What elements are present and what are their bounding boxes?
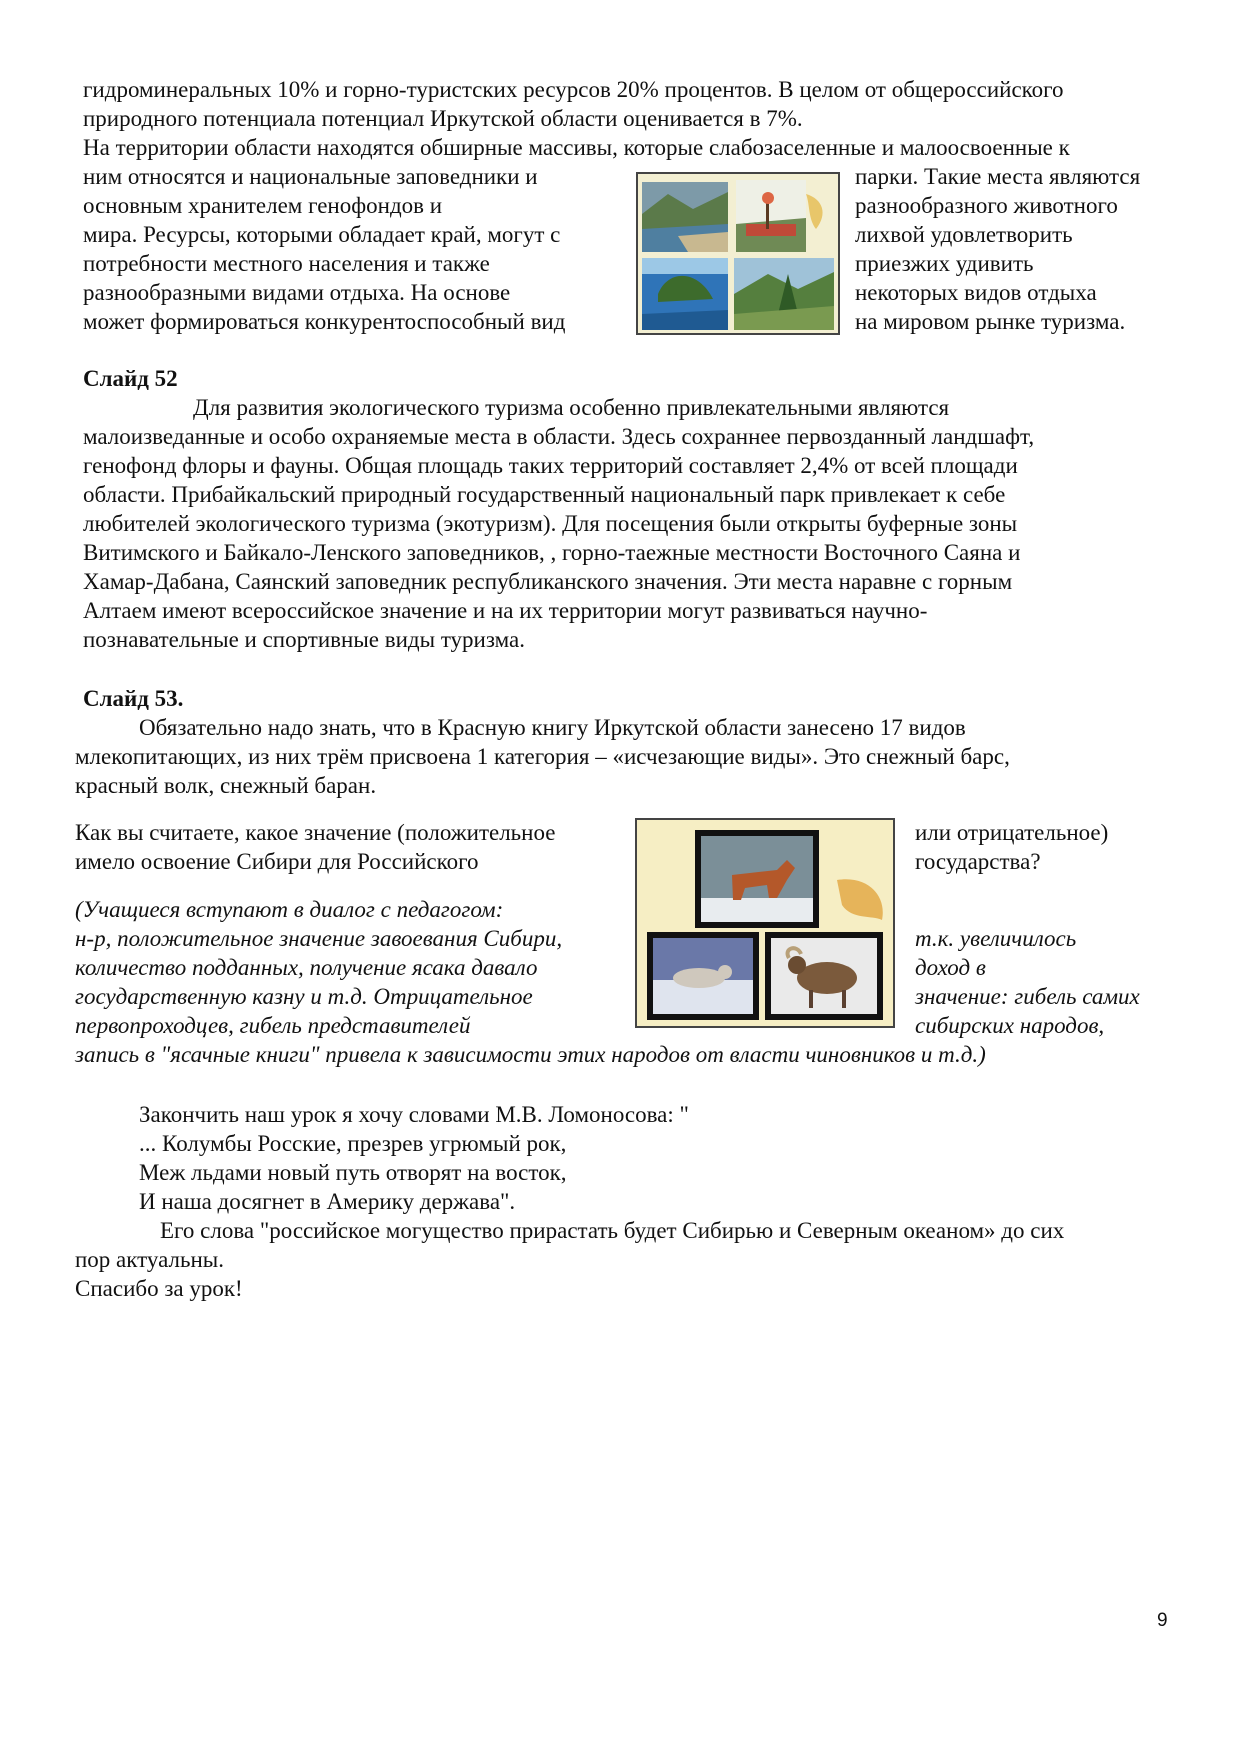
poem-line: ... Колумбы Росские, презрев угрюмый рок, [139,1131,567,1156]
dialogue-line: сибирских народов, [915,1013,1105,1038]
landscape-collage-art [638,174,838,333]
text-line: может формироваться конкурентоспособный вид [83,309,566,334]
text-line: или отрицательное) [915,820,1109,845]
text-line: Витимского и Байкало-Ленского заповедников, , горно-таежные местности Восточного Саяна и [83,540,1021,565]
text-line: гидроминеральных 10% и горно-туристских ресурсов 20% процентов. В целом от общероссийского [83,77,1064,102]
text-line: Алтаем имеют всероссийское значение и на их территории могут развиваться научно- [83,598,928,623]
poem-line: Меж льдами новый путь отворят на восток, [139,1160,567,1185]
text-line: на мировом рынке туризма. [855,309,1126,334]
text-line: приезжих удивить [855,251,1034,276]
text-line: генофонд флоры и фауны. Общая площадь таких территорий составляет 2,4% от всей площади [83,453,1018,478]
text-line: малоизведанные и особо охраняемые места в области. Здесь сохраннее первозданный ландшафт, [83,424,1035,449]
text-line: парки. Такие места являются [855,164,1141,189]
text-line: Для развития экологического туризма особенно привлекательными являются [193,395,950,420]
text-line: лихвой удовлетворить [855,222,1073,247]
text-line: млекопитающих, из них трём присвоена 1 категория – «исчезающие виды». Это снежный барс, [75,744,1010,769]
text-line: Обязательно надо знать, что в Красную книгу Иркутской области занесено 17 видов [139,715,966,740]
text-line: потребности местного населения и также [83,251,490,276]
dialogue-line: значение: гибель самих [915,984,1140,1009]
text-line: государства? [915,849,1041,874]
text-line: Хамар-Дабана, Саянский заповедник республиканского значения. Эти места наравне с горным [83,569,1013,594]
page-number: 9 [1157,1610,1168,1631]
dialogue-line: количество подданных, получение ясака давало [75,955,538,980]
dialogue-line: государственную казну и т.д. Отрицательное [75,984,533,1009]
slide-heading: Слайд 53. [83,686,184,711]
dialogue-line: (Учащиеся вступают в диалог с педагогом: [75,897,504,922]
text-line: некоторых видов отдыха [855,280,1097,305]
text-line: Спасибо за урок! [75,1276,243,1301]
poem-line: И наша досягнет в Америку держава". [139,1189,516,1214]
dialogue-line: т.к. увеличилось [915,926,1077,951]
text-line: ним относятся и национальные заповедники и [83,164,538,189]
text-line: красный волк, снежный баран. [75,773,377,798]
text-line: разнообразного животного [855,193,1118,218]
text-line: Закончить наш урок я хочу словами М.В. Ломоносова: " [139,1102,689,1127]
slide-heading: Слайд 52 [83,366,178,391]
text-line: разнообразными видами отдыха. На основе [83,280,511,305]
text-line: области. Прибайкальский природный государственный национальный парк привлекает к себе [83,482,1006,507]
text-line: основным хранителем генофондов и [83,193,443,218]
text-line: Как вы считаете, какое значение (положительное [75,820,556,845]
text-line: любителей экологического туризма (экотуризм). Для посещения были открыты буферные зоны [83,511,1018,536]
text-line: познавательные и спортивные виды туризма. [83,627,525,652]
dialogue-line: доход в [915,955,986,980]
text-line: пор актуальны. [75,1247,224,1272]
dialogue-line: н-р, положительное значение завоевания Сибири, [75,926,563,951]
text-line: природного потенциала потенциал Иркутской области оценивается в 7%. [83,106,803,131]
text-line: мира. Ресурсы, которыми обладает край, могут с [83,222,561,247]
text-line: имело освоение Сибири для Российского [75,849,479,874]
animals-collage-image [635,818,895,1028]
text-line: Его слова "российское могущество прирастать будет Сибирью и Северным океаном» до сих [160,1218,1065,1243]
landscape-collage-image [636,172,840,335]
dialogue-line: первопроходцев, гибель представителей [75,1013,471,1038]
text-line: На территории области находятся обширные массивы, которые слабозаселенные и малоосвоенные к [83,135,1070,160]
animals-collage-art [637,820,893,1026]
dialogue-line: запись в "ясачные книги" привела к зависимости этих народов от власти чиновников и т.д.) [75,1042,986,1067]
